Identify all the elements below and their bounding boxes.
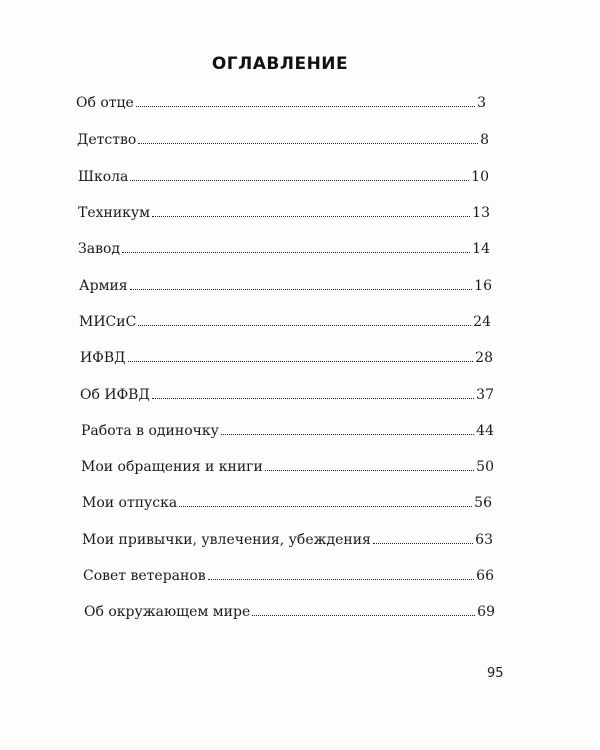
toc-entry	[76, 94, 486, 112]
toc-entry-label: Мои отпуска	[82, 495, 178, 511]
page-number: 95	[487, 666, 504, 681]
toc-dot-leader	[179, 505, 472, 507]
toc-entry	[84, 603, 495, 621]
toc-entry	[81, 458, 494, 476]
toc-entry-page: 14	[472, 241, 490, 257]
toc-entry	[79, 277, 492, 295]
toc-entry	[80, 386, 494, 404]
toc-title: ОГЛАВЛЕНИЕ	[211, 54, 349, 74]
toc-dot-leader	[373, 542, 473, 544]
toc-entry-page: 66	[476, 568, 494, 584]
toc-entry-page: 63	[475, 532, 493, 548]
toc-entry	[77, 131, 489, 149]
toc-entry-label: Школа	[78, 169, 129, 185]
toc-entry-label: Детство	[77, 132, 137, 148]
toc-entry-label: Завод	[78, 241, 120, 257]
toc-entry-page: 56	[474, 495, 492, 511]
toc-entry-label: Мои привычки, увлечения, убеждения	[82, 532, 371, 548]
toc-entry-label: Мои обращения и книги	[81, 459, 263, 475]
toc-entry	[81, 422, 494, 440]
toc-entry-page: 24	[473, 314, 491, 330]
toc-entry-page: 16	[474, 278, 492, 294]
toc-entry	[82, 494, 492, 512]
toc-dot-leader	[265, 469, 474, 471]
toc-dot-leader	[130, 179, 469, 181]
toc-entry	[78, 240, 490, 258]
toc-dot-leader	[152, 397, 474, 399]
toc-entry-label: Об отце	[76, 95, 134, 111]
toc-entry	[78, 168, 489, 186]
toc-entry-page: 37	[476, 387, 494, 403]
toc-dot-leader	[252, 614, 475, 616]
toc-entry	[78, 204, 490, 222]
toc-entry-label: ИФВД	[80, 350, 126, 366]
toc-entry	[83, 567, 494, 585]
toc-dot-leader	[152, 215, 470, 217]
toc-entry-label: Армия	[79, 278, 128, 294]
toc-entry-label: МИСиС	[79, 314, 137, 330]
toc-entry-page: 8	[480, 132, 489, 148]
toc-dot-leader	[138, 324, 471, 326]
toc-entry-label: Об ИФВД	[80, 387, 150, 403]
toc-entry-page: 10	[471, 169, 489, 185]
toc-entry-page: 50	[476, 459, 494, 475]
toc-dot-leader	[136, 105, 475, 107]
toc-entry-page: 3	[477, 95, 486, 111]
toc-entry-page: 44	[476, 423, 494, 439]
toc-entry-label: Об окружающем мире	[84, 604, 251, 620]
toc-dot-leader	[122, 251, 470, 253]
toc-dot-leader	[221, 433, 474, 435]
toc-entry	[79, 313, 491, 331]
toc-entry-page: 28	[475, 350, 493, 366]
toc-entry-page: 69	[477, 604, 495, 620]
toc-dot-leader	[208, 578, 475, 580]
toc-dot-leader	[130, 288, 473, 290]
toc-dot-leader	[138, 142, 478, 144]
toc-entry-label: Работа в одиночку	[81, 423, 219, 439]
toc-dot-leader	[128, 360, 474, 362]
toc-entry	[80, 349, 493, 367]
toc-entry-label: Совет ветеранов	[83, 568, 206, 584]
toc-entry-page: 13	[472, 205, 490, 221]
toc-entry	[82, 531, 493, 549]
toc-entry-label: Техникум	[78, 205, 151, 221]
